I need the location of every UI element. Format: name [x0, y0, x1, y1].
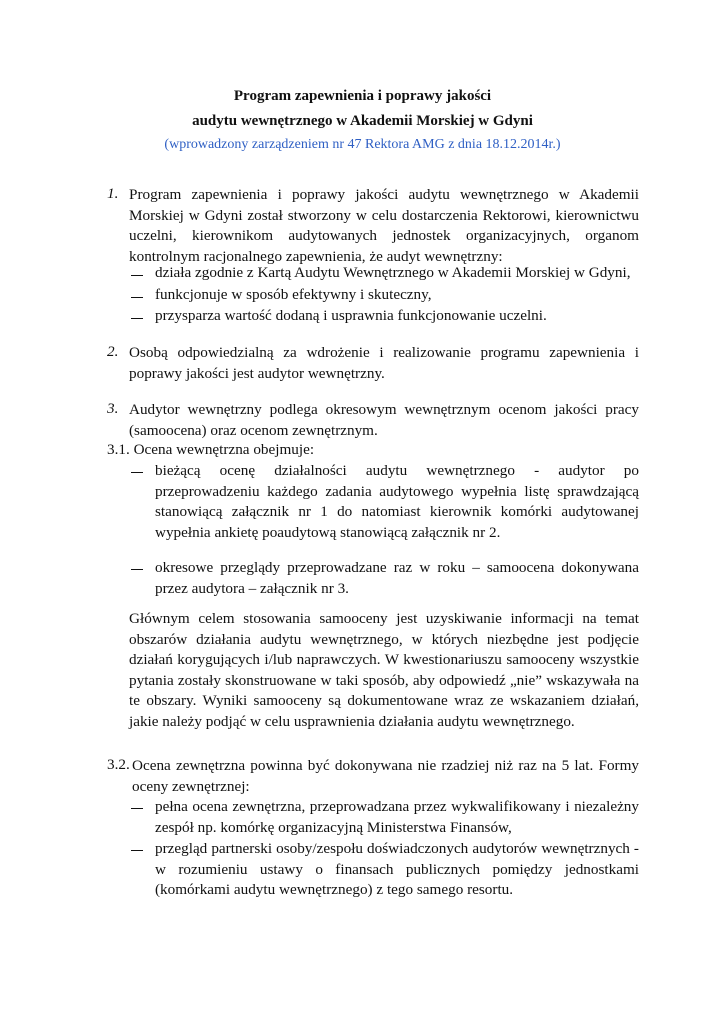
- document-title-line2: audytu wewnętrznego w Akademii Morskiej w Gdyni: [192, 113, 533, 129]
- bullet-dash: [131, 850, 143, 851]
- section-1-bullet-1: działa zgodnie z Kartą Audytu Wewnętrznego w Akademii Morskiej w Gdyni,: [155, 264, 631, 281]
- bullet-dash: [131, 808, 143, 809]
- document-subtitle: (wprowadzony zarządzeniem nr 47 Rektora AMG z dnia 18.12.2014r.): [164, 137, 561, 152]
- section-3-1-bullet-1: bieżącą ocenę działalności audytu wewnętrznego - audytor po przeprowadzeniu każdego zadania audytowego wypełnia listę sprawdzającą stanowiącą załącznik nr 1 do natomiast kierownik komórki audytowanej wypełnia ankietę poaudytową stanowiącą załącznik nr 2.: [155, 462, 639, 541]
- section-2-text: Osobą odpowiedzialną za wdrożenie i realizowanie programu zapewnienia i poprawy jakości jest audytor wewnętrzny.: [129, 344, 639, 382]
- section-3-2-bullet-1: pełna ocena zewnętrzna, przeprowadzana przez wykwalifikowany i niezależny zespół np. komórkę organizacyjną Ministerstwa Finansów,: [155, 798, 639, 836]
- section-3-text: Audytor wewnętrzny podlega okresowym wewnętrznym ocenom jakości pracy (samoocena) oraz ocenom zewnętrznym.: [129, 401, 639, 439]
- bullet-dash: [131, 318, 143, 319]
- bullet-dash: [131, 297, 143, 298]
- bullet-dash: [131, 569, 143, 570]
- section-1-number: 1.: [107, 185, 119, 202]
- section-3-1-label: 3.1. Ocena wewnętrzna obejmuje:: [107, 441, 315, 458]
- section-3-number: 3.: [107, 400, 119, 417]
- section-1-bullet-2: funkcjonuje w sposób efektywny i skuteczny,: [155, 286, 432, 303]
- section-3-1-bullet-2: okresowe przeglądy przeprowadzane raz w roku – samoocena dokonywana przez audytora – załącznik nr 3.: [155, 559, 639, 597]
- section-3-1-paragraph: Głównym celem stosowania samooceny jest uzyskiwanie informacji na temat obszarów działania audytu wewnętrznego, w których niezbędne jest podjęcie działań korygujących i/lub naprawczych. W kwestionariuszu samooceny wszystkie pytania zostały skonstruowane w taki sposób, aby odpowiedź „nie” wskazywała na te obszary. Wyniki samooceny są dokumentowane wraz ze wskazaniem działań, jakie należy podjąć w celu usprawnienia działania audytu wewnętrznego.: [129, 610, 639, 730]
- section-2-number: 2.: [107, 343, 119, 360]
- section-3-2-bullet-2: przegląd partnerski osoby/zespołu doświadczonych audytorów wewnętrznych - w rozumieniu ustawy o finansach publicznych pomiędzy jednostkami (komórkami audytu wewnętrznego) z tego samego resortu.: [155, 840, 639, 898]
- bullet-dash: [131, 472, 143, 473]
- section-1-bullet-3: przysparza wartość dodaną i usprawnia funkcjonowanie uczelni.: [155, 307, 547, 324]
- section-3-2-number: 3.2.: [107, 756, 130, 773]
- section-3-2-text: Ocena zewnętrzna powinna być dokonywana nie rzadziej niż raz na 5 lat. Formy oceny zewnętrznej:: [132, 757, 639, 795]
- section-1-text: Program zapewnienia i poprawy jakości audytu wewnętrznego w Akademii Morskiej w Gdyni został stworzony w celu dostarczenia Rektorowi, kierownictwu uczelni, kierownikom audytowanych jednostek organizacyjnych, organom kontrolnym racjonalnego zapewnienia, że audyt wewnętrzny:: [129, 186, 639, 265]
- bullet-dash: [131, 275, 143, 276]
- document-title-line1: Program zapewnienia i poprawy jakości: [233, 88, 492, 104]
